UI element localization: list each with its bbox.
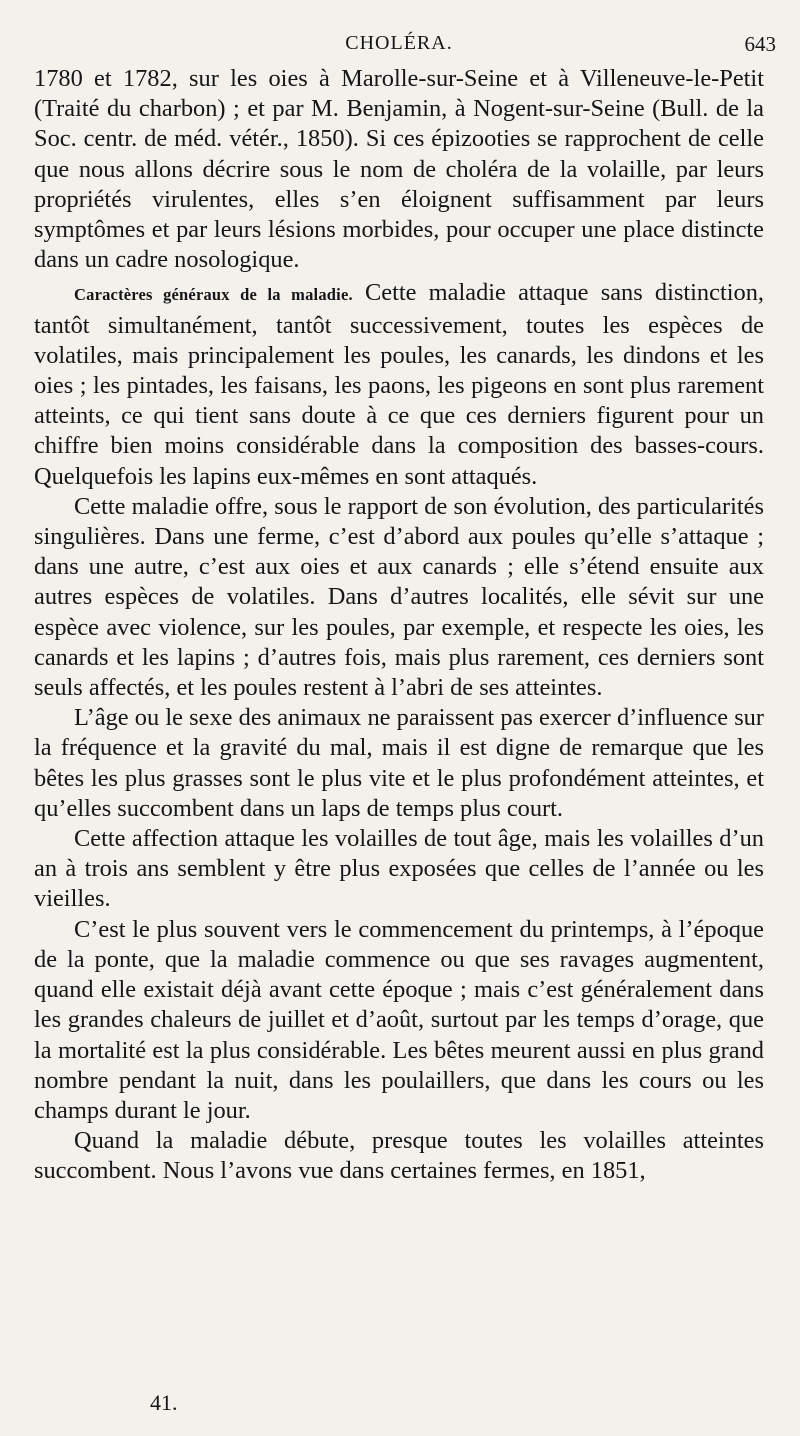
paragraph-text: Cette affection attaque les volailles de tout âge, mais les volailles d’un an à trois ans semblent y être plus exposées que celles de l’année ou les vieilles. xyxy=(34,825,764,913)
page-number: 643 xyxy=(744,32,776,56)
paragraph-3 xyxy=(34,492,764,703)
page xyxy=(34,28,776,1187)
page-header xyxy=(34,28,776,64)
paragraph-text: 1780 et 1782, sur les oies à Marolle-sur-Seine et à Villeneuve-le-Petit (Traité du charbon) ; et par M. Benjamin, à Nogent-sur-Seine (Bull. de la Soc. centr. de méd. vétér., 1850). Si ces épizooties se rapprochent de celle que nous allons décrire sous le nom de choléra de la volaille, par leurs propriétés virulentes, elles s’en éloignent suffisamment par leurs symptômes et par leurs lésions morbides, pour occuper une place distincte dans un cadre nosologique. xyxy=(34,65,764,274)
paragraph-5 xyxy=(34,824,764,915)
paragraph-1 xyxy=(34,64,764,275)
body-text xyxy=(34,64,764,1187)
paragraph-2 xyxy=(34,278,764,491)
signature-mark: 41. xyxy=(150,1390,178,1415)
section-heading: Caractères généraux de la maladie. xyxy=(74,285,353,305)
paragraph-4 xyxy=(34,703,764,824)
paragraph-text: L’âge ou le sexe des animaux ne paraissent pas exercer d’influence sur la fréquence et la gravité du mal, mais il est digne de remarque que les bêtes les plus grasses sont le plus vite et le plus profondément atteintes, et qu’elles succombent dans un laps de temps plus court. xyxy=(34,704,764,822)
running-title: CHOLÉRA. xyxy=(345,32,453,54)
paragraph-6 xyxy=(34,915,764,1126)
paragraph-7 xyxy=(34,1126,764,1186)
paragraph-text: C’est le plus souvent vers le commencement du printemps, à l’époque de la ponte, que la maladie commence ou que ses ravages augmentent, quand elle existait déjà avant cette époque ; mais c’est généralement dans les grandes chaleurs de juillet et d’août, surtout par les temps d’orage, que la mortalité est la plus considérable. Les bêtes meurent aussi en plus grand nombre pendant la nuit, dans les poulaillers, que dans les cours ou les champs durant le jour. xyxy=(34,915,764,1124)
paragraph-text: Cette maladie offre, sous le rapport de son évolution, des particularités singulières. Dans une ferme, c’est d’abord aux poules qu’elle s’attaque ; dans une autre, c’est aux oies et aux canards ; elle s’étend ensuite aux autres espèces de volatiles. Dans d’autres localités, elle sévit sur une espèce avec violence, sur les poules, par exemple, et respecte les oies, les canards et les lapins ; d’autres fois, mais plus rarement, ces derniers sont seuls affectés, et les poules restent à l’abri de ses atteintes. xyxy=(34,492,764,702)
paragraph-text: Quand la maladie débute, presque toutes les volailles atteintes succombent. Nous l’avons vue dans certaines fermes, en 1851, xyxy=(34,1127,764,1185)
paragraph-text: Cette maladie attaque sans distinction, tantôt simultanément, tantôt successivement, toutes les espèces de volatiles, mais principalement les poules, les canards, les dindons et les oies ; les pintades, les faisans, les paons, les pigeons en sont plus rarement atteints, ce qui tient sans doute à ce que ces derniers figurent pour un chiffre bien moins considérable dans la composition des basses-cours. Quelquefois les lapins eux-mêmes en sont attaqués. xyxy=(34,279,764,490)
